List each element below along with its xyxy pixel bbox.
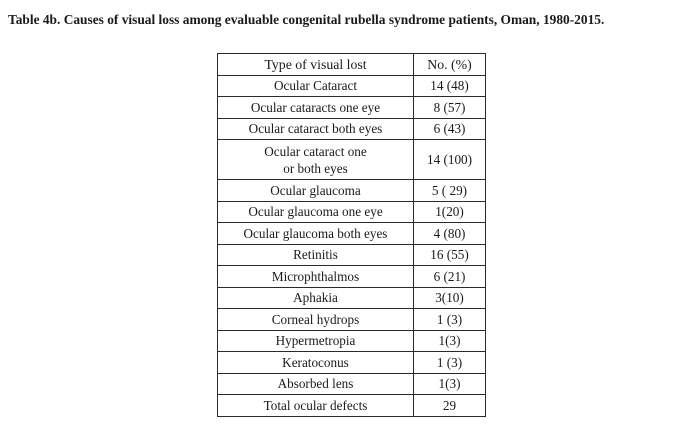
cause-cell: Ocular glaucoma one eye — [218, 201, 414, 223]
cause-cell: Hypermetropia — [218, 330, 414, 352]
table-row — [218, 140, 486, 180]
cause-cell: Ocular glaucoma both eyes — [218, 223, 414, 245]
table-header-row — [218, 54, 486, 76]
value-cell: 4 (80) — [414, 223, 486, 245]
table-row — [218, 75, 486, 97]
table-row — [218, 118, 486, 140]
value-cell: 29 — [414, 395, 486, 417]
cause-cell: Ocular glaucoma — [218, 180, 414, 202]
cause-cell — [218, 140, 414, 180]
cause-cell: Absorbed lens — [218, 373, 414, 395]
cause-cell: Ocular cataracts one eye — [218, 97, 414, 119]
table-row — [218, 201, 486, 223]
value-cell: 1(20) — [414, 201, 486, 223]
cause-cell: Ocular cataract both eyes — [218, 118, 414, 140]
value-cell: 14 (100) — [414, 140, 486, 180]
cause-cell: Total ocular defects — [218, 395, 414, 417]
table-title: Table 4b. Causes of visual loss among evaluable congenital rubella syndrome patients, Oman, 1980-2015. — [8, 12, 605, 27]
value-cell: 16 (55) — [414, 244, 486, 266]
column-header-type: Type of visual lost — [218, 54, 414, 76]
table-row — [218, 223, 486, 245]
cause-cell: Retinitis — [218, 244, 414, 266]
table-row — [218, 373, 486, 395]
table-row — [218, 244, 486, 266]
table-row — [218, 287, 486, 309]
table-total-row — [218, 395, 486, 417]
cause-cell: Keratoconus — [218, 352, 414, 374]
cause-cell: Corneal hydrops — [218, 309, 414, 331]
cause-text: Ocular cataract one or both eyes — [264, 143, 367, 176]
visual-loss-table — [217, 53, 486, 417]
table-row — [218, 266, 486, 288]
value-cell: 3(10) — [414, 287, 486, 309]
table-row — [218, 352, 486, 374]
value-cell: 1(3) — [414, 330, 486, 352]
column-header-count: No. (%) — [414, 54, 486, 76]
value-cell: 14 (48) — [414, 75, 486, 97]
value-cell: 8 (57) — [414, 97, 486, 119]
table-row — [218, 180, 486, 202]
value-cell: 5 ( 29) — [414, 180, 486, 202]
value-cell: 1 (3) — [414, 352, 486, 374]
value-cell: 6 (21) — [414, 266, 486, 288]
cause-cell: Microphthalmos — [218, 266, 414, 288]
cause-cell: Aphakia — [218, 287, 414, 309]
value-cell: 1(3) — [414, 373, 486, 395]
value-cell: 6 (43) — [414, 118, 486, 140]
table-row — [218, 330, 486, 352]
cause-cell: Ocular Cataract — [218, 75, 414, 97]
value-cell: 1 (3) — [414, 309, 486, 331]
table-row — [218, 97, 486, 119]
table-row — [218, 309, 486, 331]
